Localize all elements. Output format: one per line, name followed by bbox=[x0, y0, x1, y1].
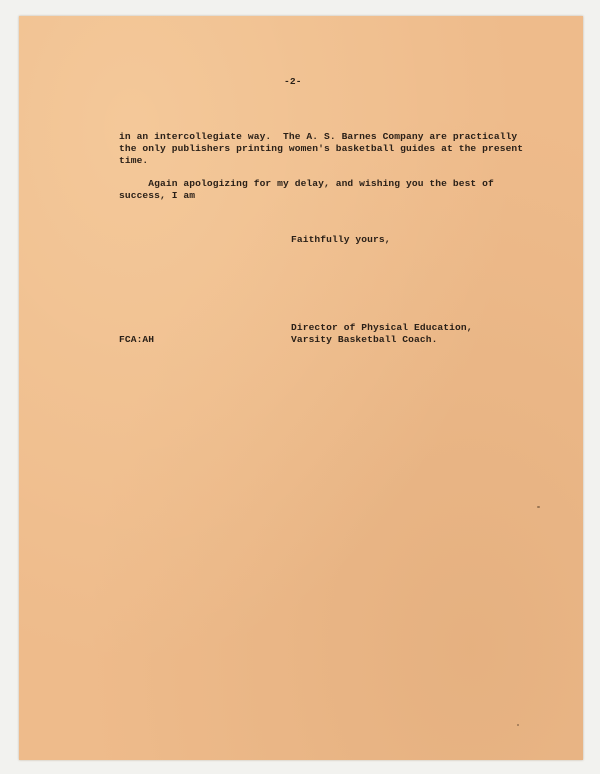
ink-mark bbox=[517, 724, 519, 726]
page-number: -2- bbox=[284, 76, 302, 87]
closing: Faithfully yours, bbox=[291, 234, 391, 245]
paragraph-2-line-1: Again apologizing for my delay, and wishing you the best of bbox=[119, 178, 494, 189]
paragraph-1-line-1: in an intercollegiate way. The A. S. Barnes Company are practically bbox=[119, 131, 518, 142]
paragraph-2-line-2: success, I am bbox=[119, 190, 196, 201]
letter-page bbox=[19, 16, 583, 760]
typist-initials: FCA:AH bbox=[119, 334, 155, 345]
signature-title-2: Varsity Basketball Coach. bbox=[291, 334, 438, 345]
ink-mark bbox=[537, 506, 540, 508]
paragraph-1-line-2: the only publishers printing women's basketball guides at the present bbox=[119, 143, 524, 154]
paragraph-1-line-3: time. bbox=[119, 155, 149, 166]
signature-title-1: Director of Physical Education, bbox=[291, 322, 473, 333]
